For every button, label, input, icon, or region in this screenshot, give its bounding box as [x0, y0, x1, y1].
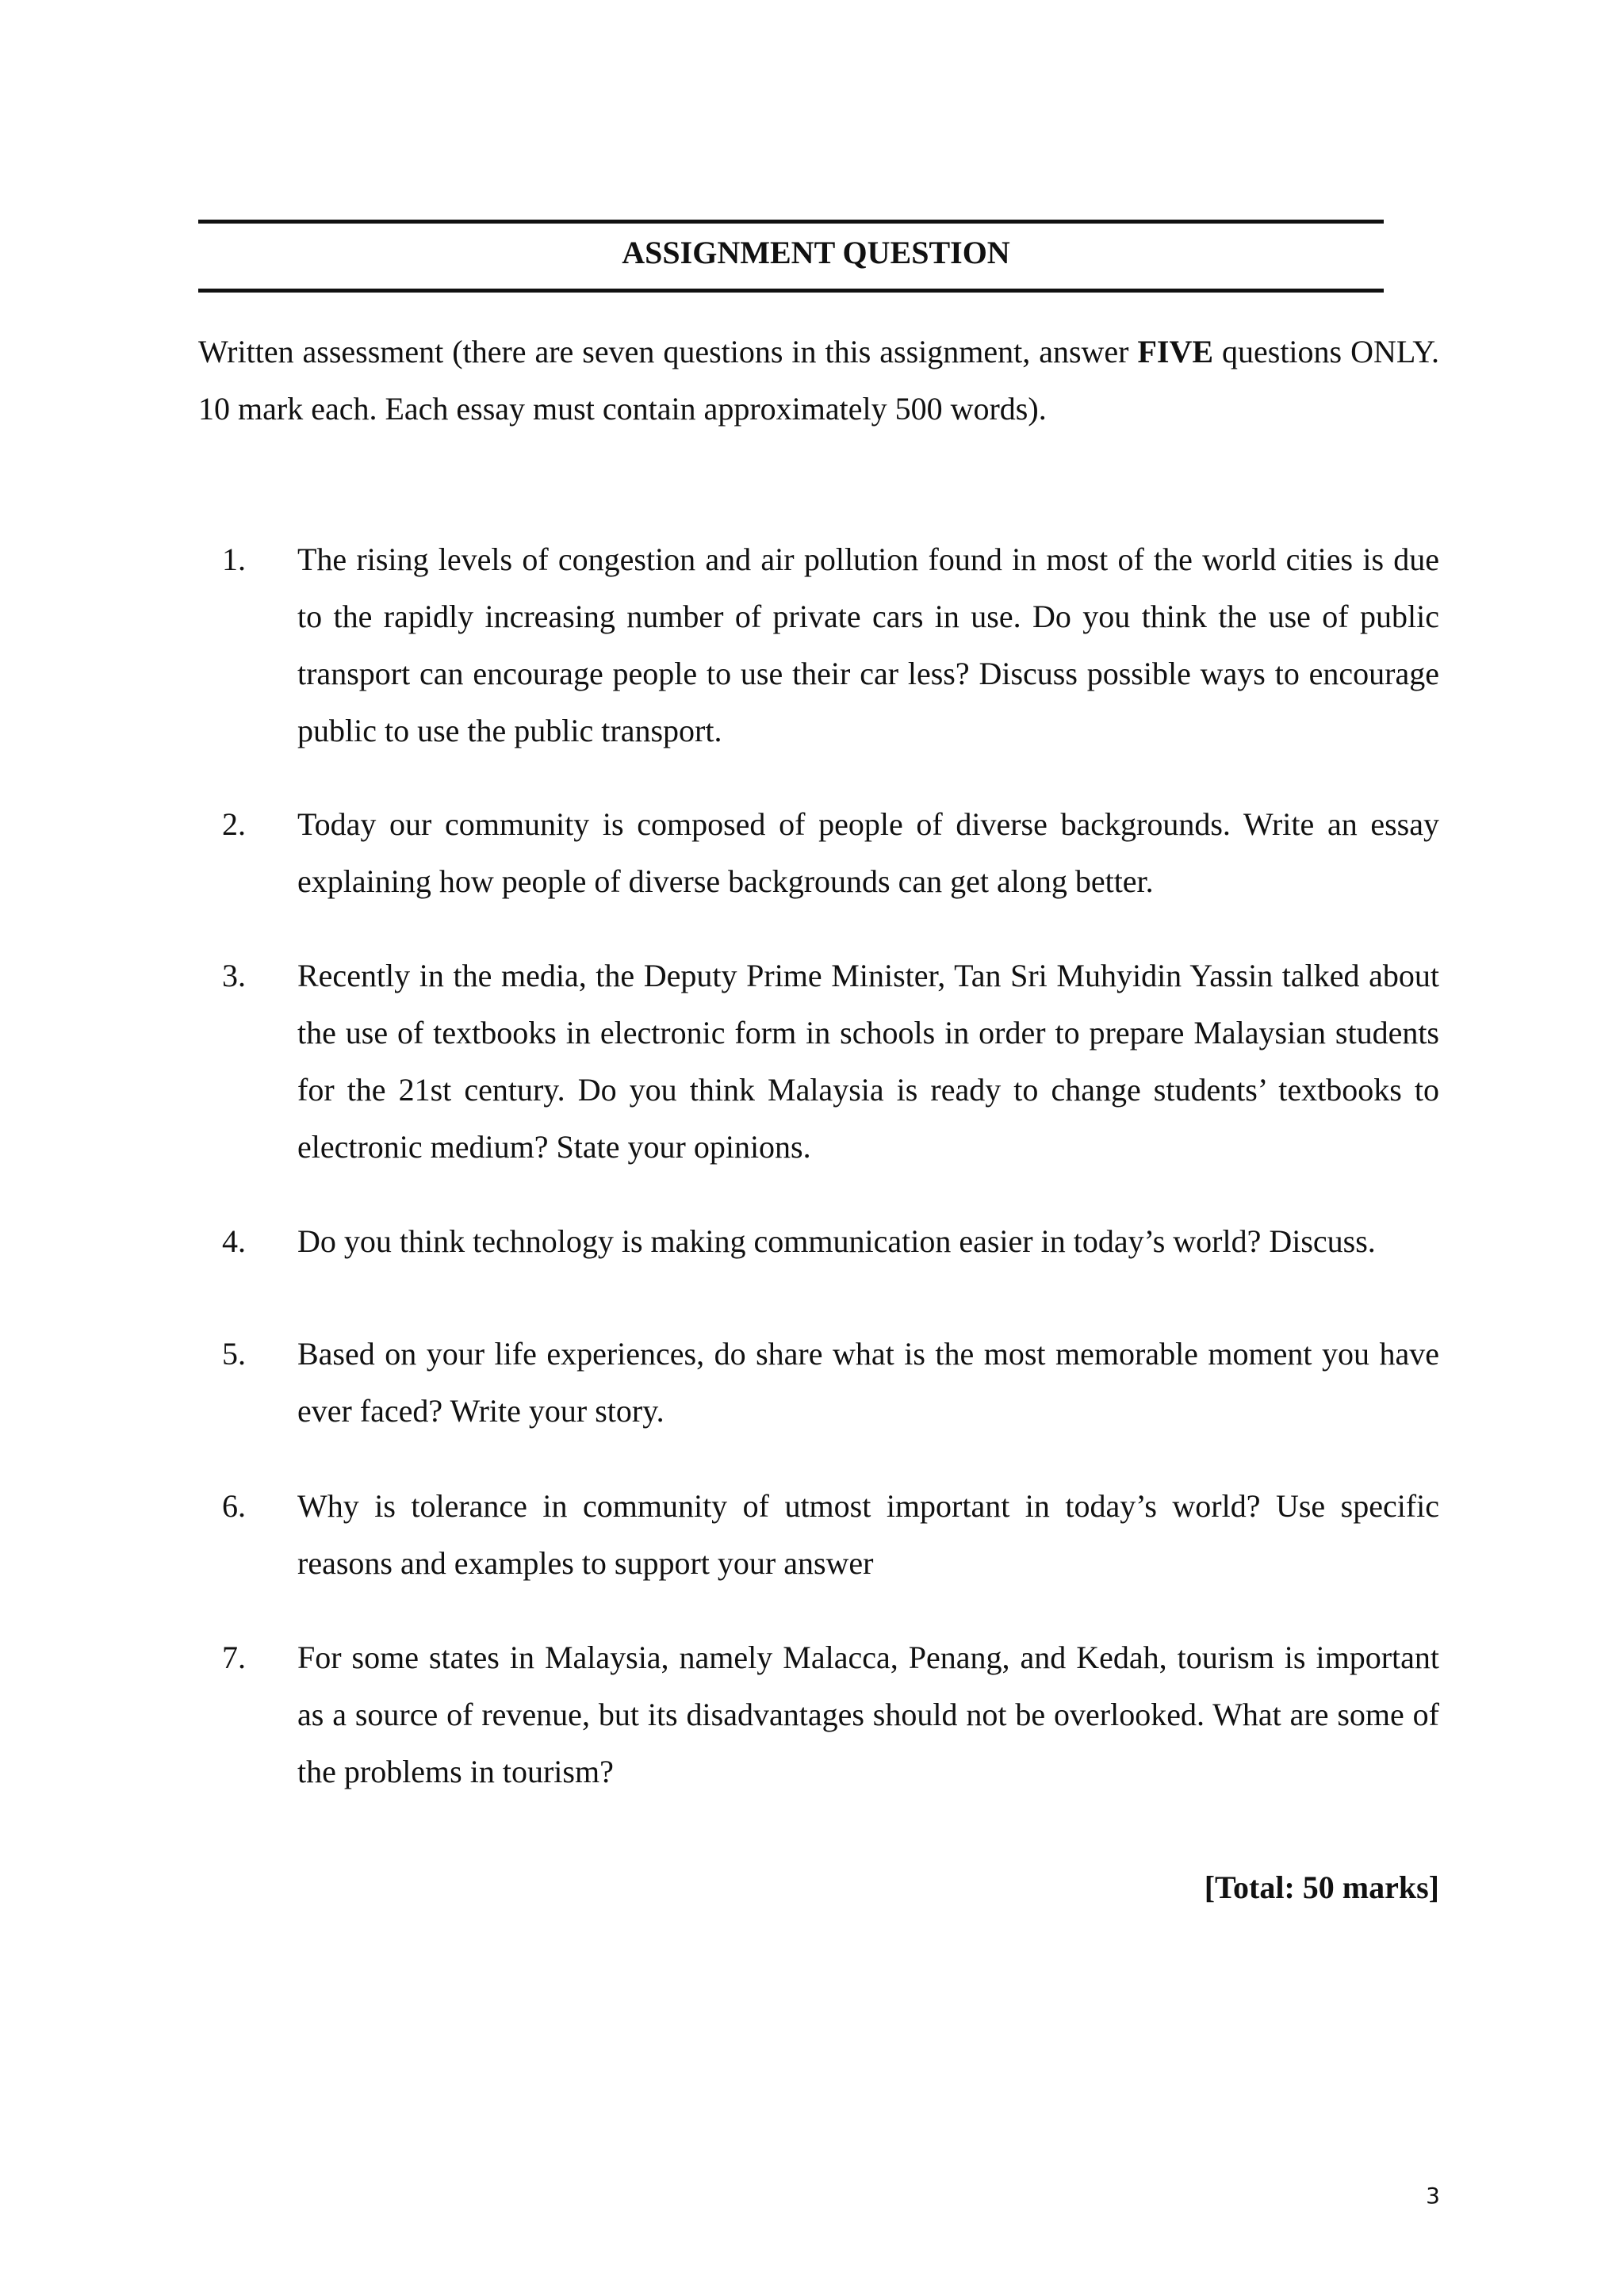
instructions-text-start: Written assessment (there are seven questions in this assignment, answer [198, 334, 1138, 369]
instructions-bold-count: FIVE [1137, 334, 1214, 369]
question-text: For some states in Malaysia, namely Malacca, Penang, and Kedah, tourism is important as a source of revenue, but its disadvantages should not be overlooked. What are some of the problems in tourism? [297, 1640, 1439, 1789]
question-number: 4. [222, 1223, 246, 1259]
question-number: 7. [222, 1640, 246, 1675]
total-marks: [Total: 50 marks] [1204, 1869, 1439, 1905]
assignment-heading: ASSIGNMENT QUESTION [622, 235, 1010, 270]
instructions-paragraph [198, 323, 1439, 438]
page-number: 3 [1426, 2183, 1440, 2209]
instructions-text-end: questions ONLY. 10 mark each. Each essay must contain approximately 500 words). [198, 334, 1440, 427]
question-number: 3. [222, 958, 246, 993]
question-text: Based on your life experiences, do share what is the most memorable moment you have ever faced? Write your story. [297, 1336, 1439, 1429]
question-number: 5. [222, 1336, 246, 1372]
heading-bottom-rule [198, 289, 1384, 293]
question-number: 2. [222, 806, 246, 842]
question-text: The rising levels of congestion and air pollution found in most of the world cities is due to the rapidly increasing number of private cars in use. Do you think the use of public transport can encourage people to use their car less? Discuss possible ways to encourage public to use the public transport. [297, 541, 1439, 748]
question-number: 6. [222, 1488, 246, 1524]
heading-top-rule [198, 220, 1384, 224]
question-text: Recently in the media, the Deputy Prime Minister, Tan Sri Muhyidin Yassin talked about the use of textbooks in electronic form in schools in order to prepare Malaysian students for the 21st century. Do you think Malaysia is ready to change students’ textbooks to electronic medium? State your opinions. [297, 958, 1439, 1165]
question-text: Do you think technology is making communication easier in today’s world? Discuss. [297, 1223, 1376, 1259]
question-number: 1. [222, 541, 246, 577]
question-text: Why is tolerance in community of utmost important in today’s world? Use specific reasons and examples to support your answer [297, 1488, 1439, 1581]
question-text: Today our community is composed of people of diverse backgrounds. Write an essay explaining how people of diverse backgrounds can get along better. [297, 806, 1439, 899]
